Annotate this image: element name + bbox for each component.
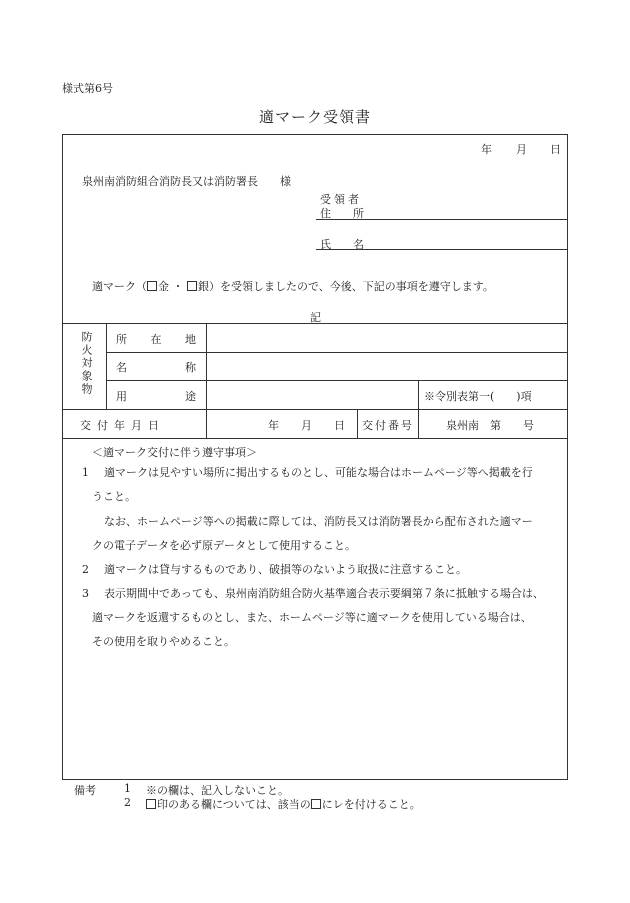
issue-date-value: 年 月 日	[268, 419, 345, 432]
checkbox-silver[interactable]	[187, 281, 197, 291]
note-checkbox-icon	[146, 799, 156, 809]
note-2-text-after: にレを付けること。	[321, 798, 421, 811]
notes-label: 備考	[74, 784, 96, 797]
note-1-text: ※の欄は、記入しないこと。	[146, 784, 289, 797]
option-silver: 銀	[198, 280, 209, 293]
rule-1-line-3: なお、ホームページ等への掲載に際しては、消防長又は消防署長から配布された適マー	[104, 515, 533, 528]
form-number: 様式第6号	[62, 82, 113, 95]
rule-3-line-1: 表示期間中であっても、泉州南消防組合防火基準適合表示要綱第７条に抵触する場合は、	[104, 587, 544, 600]
table-top-line	[62, 323, 568, 324]
col-line-group	[106, 323, 107, 409]
rule-1-line-4: クの電子データを必ず原データとして使用すること。	[92, 539, 356, 552]
rule-1-num: 1	[82, 466, 89, 479]
date-month-label: 月	[516, 143, 527, 156]
note-2-text-mid: 印のある欄については、該当の	[157, 798, 311, 811]
rule-2-line-1: 適マークは貸与するものであり、破損等のないよう取扱に注意すること。	[104, 563, 467, 576]
date-day-label: 日	[550, 143, 561, 156]
rule-3-line-2: 適マークを返還するものとし、また、ホームページ等に適マークを使用している場合は、	[92, 611, 532, 624]
col-line-classification	[418, 380, 419, 409]
statement	[92, 278, 494, 294]
name-line	[316, 249, 568, 250]
location-label: 所 在 地	[116, 333, 196, 346]
checkbox-gold[interactable]	[147, 281, 157, 291]
statement-after: ）を受領しましたので、今後、下記の事項を遵守します。	[209, 280, 494, 293]
col-line-issue-date	[357, 409, 358, 438]
row-line-1	[106, 352, 568, 353]
row-line-2	[106, 380, 568, 381]
rule-1-line-2: うこと。	[92, 490, 136, 503]
target-name-label: 名 称	[116, 361, 196, 374]
date-year-label: 年	[481, 143, 492, 156]
issue-number-value: 泉州南 第 号	[446, 419, 534, 432]
recipient-label: 受領者	[320, 193, 362, 206]
col-line-issue-number	[418, 409, 419, 438]
note-1-num: 1	[124, 782, 131, 795]
issue-number-label: 交付番号	[362, 419, 414, 432]
addressee: 泉州南消防組合消防長又は消防署長 様	[82, 175, 291, 188]
rule-3-line-3: その使用を取りやめること。	[92, 635, 235, 648]
classification-field: ※令別表第一( )項	[424, 390, 532, 403]
use-label: 用 途	[116, 390, 196, 403]
note-checkbox-icon-2	[311, 799, 321, 809]
table-bottom-line	[62, 438, 568, 439]
col-line-label	[206, 323, 207, 438]
address-label: 住 所	[320, 207, 364, 220]
option-gold: 金	[158, 280, 169, 293]
rule-1-line-1: 適マークは見やすい場所に掲出するものとし、可能な場合はホームページ等へ掲載を行	[104, 466, 533, 479]
statement-before: 適マーク（	[92, 280, 147, 293]
rule-2-num: 2	[82, 563, 89, 576]
note-2-text	[146, 796, 421, 812]
name-label: 氏 名	[320, 238, 364, 251]
row-line-3	[62, 409, 568, 410]
note-2-num: 2	[124, 796, 131, 809]
rule-3-num: 3	[82, 587, 89, 600]
issue-date-label: 交付年月日	[80, 419, 165, 432]
rules-heading: ＜適マーク交付に伴う遵守事項＞	[92, 446, 257, 459]
target-group-label: 防火対象物	[80, 331, 93, 396]
statement-separator: ・	[172, 280, 184, 293]
document-title: 適マーク受領書	[258, 108, 371, 126]
address-line	[316, 219, 568, 220]
ki-heading: 記	[310, 311, 321, 324]
